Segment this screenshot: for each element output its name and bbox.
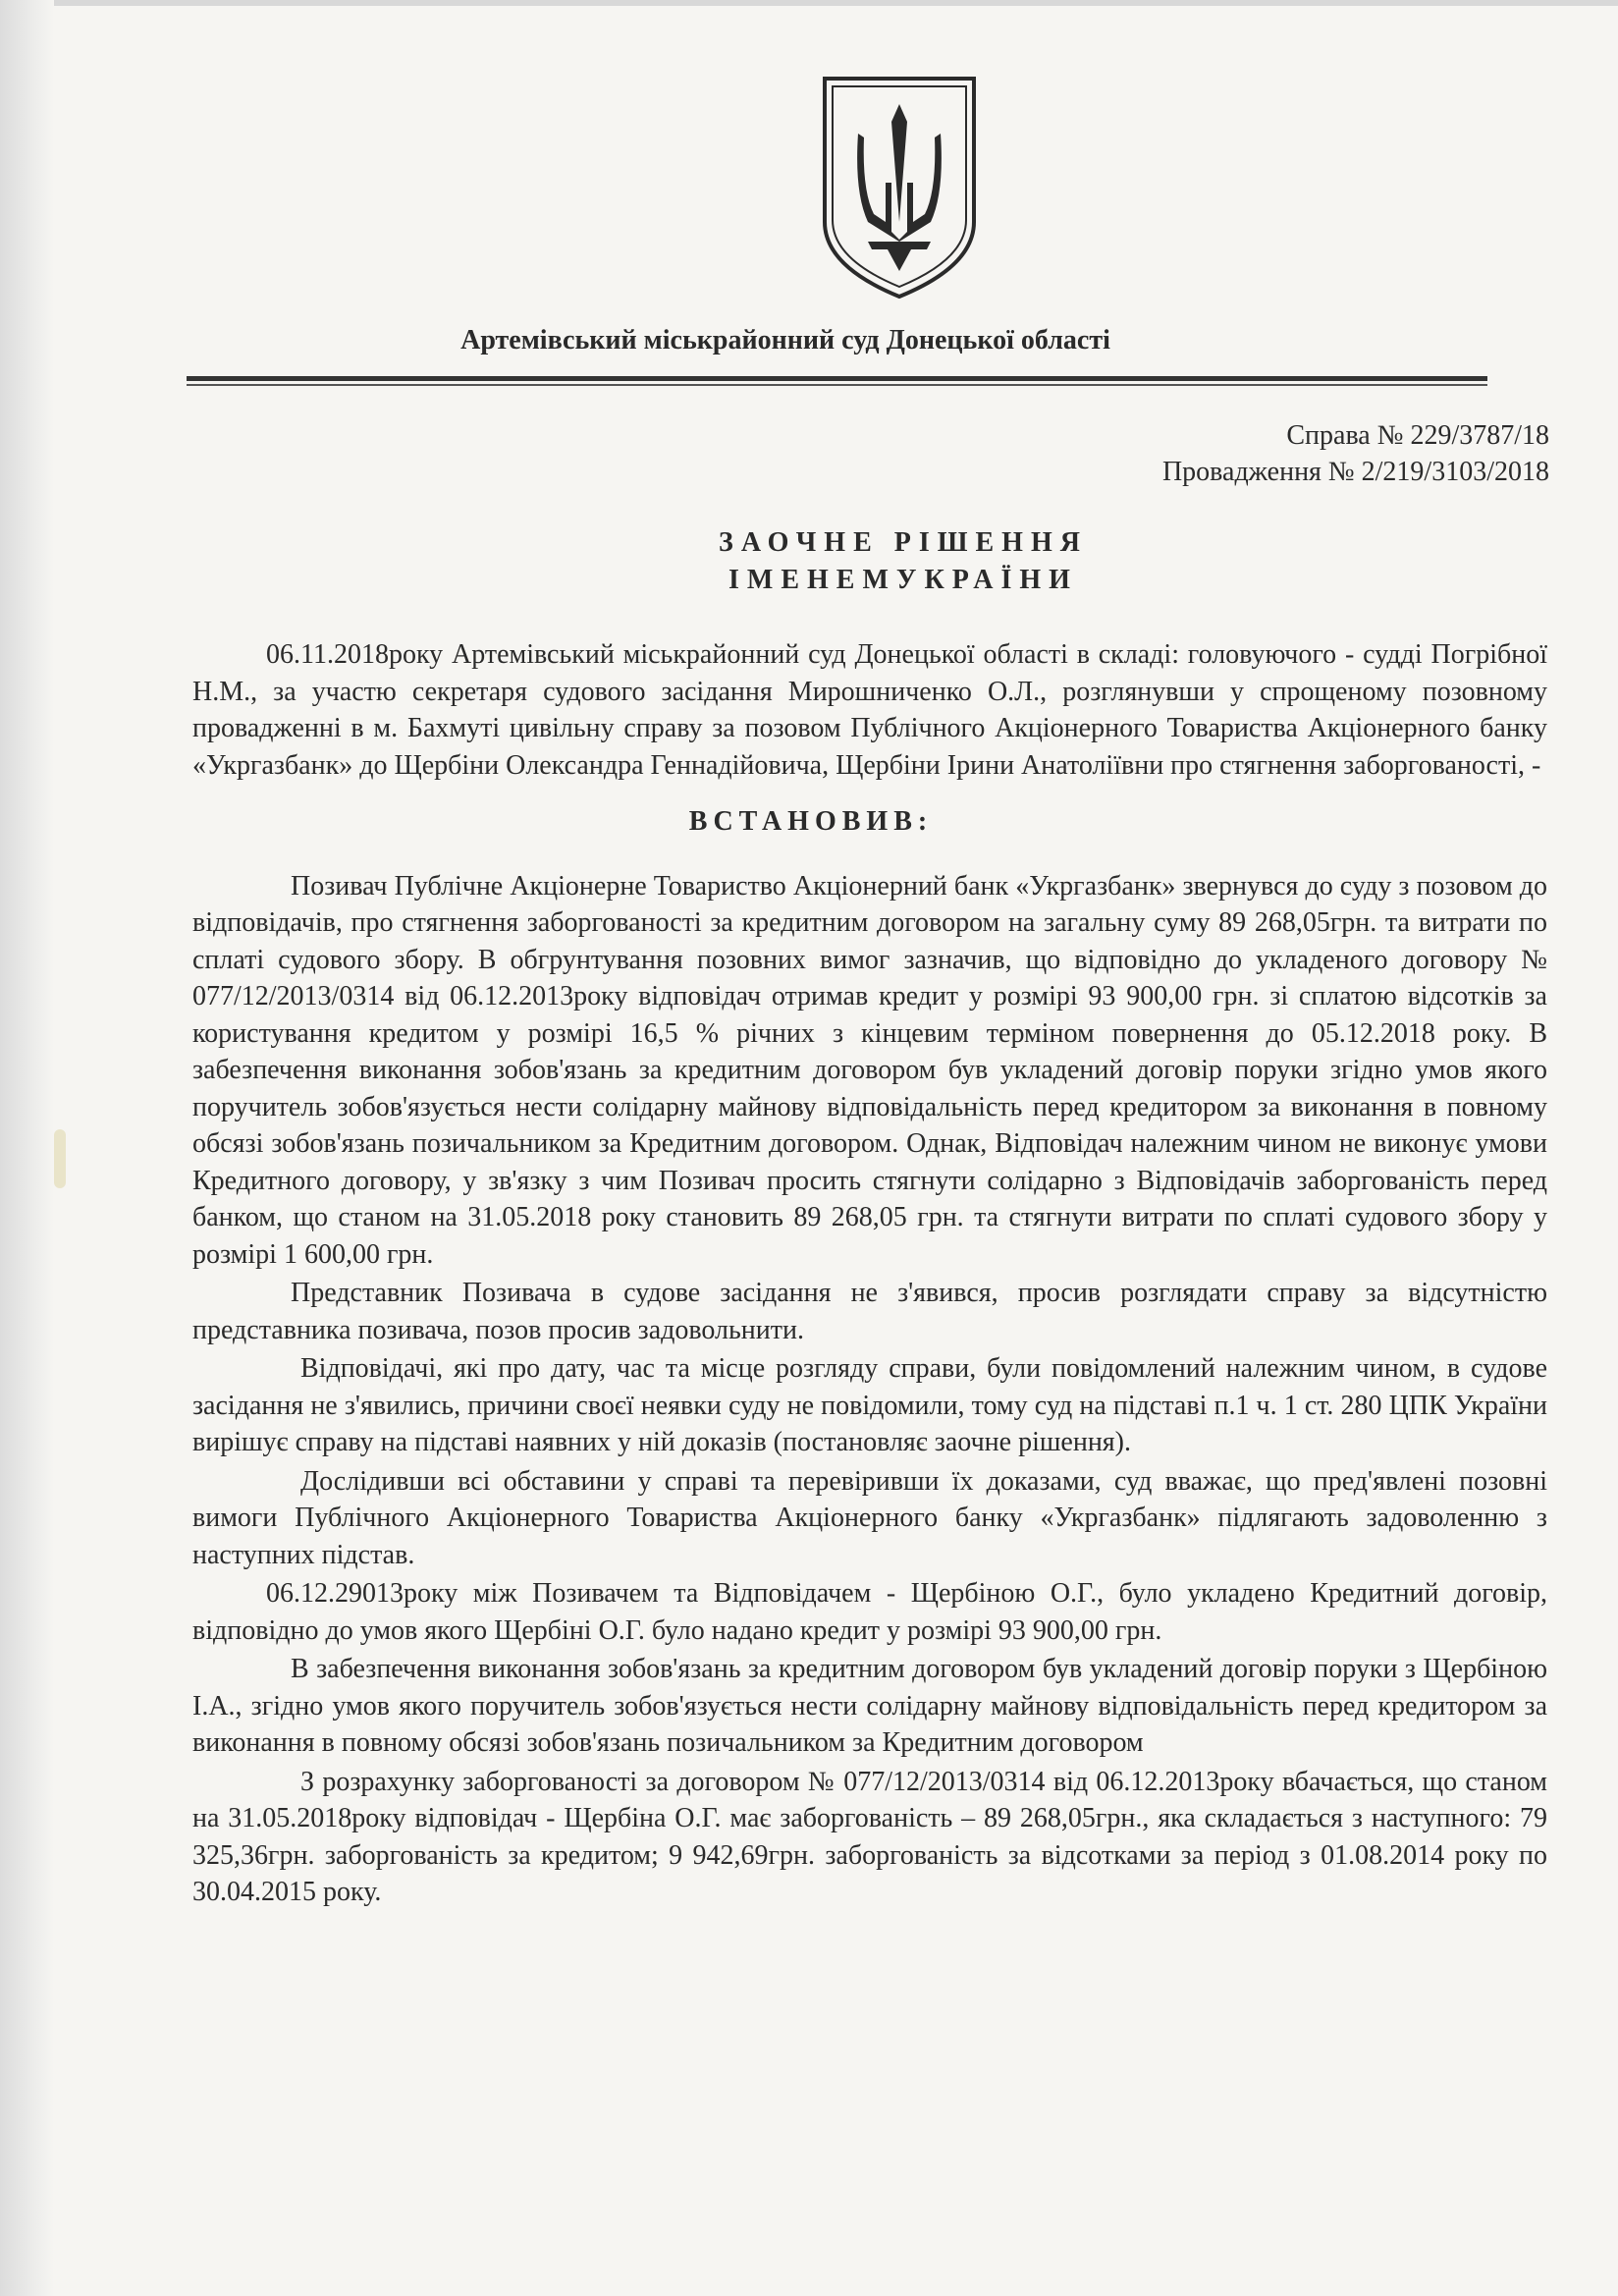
proceeding-number: Провадження № 2/219/3103/2018 xyxy=(1161,457,1549,487)
intro-paragraph: 06.11.2018року Артемівський міськрайонний суд Донецької області в складі: головуючого - судді Погрібної Н.М., за участю секретаря судового засідання Мирошниченко О.Л., розглянувши у спрощеному позовному провадженні в м. Бахмуті цивільну справу за позовом Публічного Акціонерного Товариства Акціонерного банку «Укргазбанк» до Щербіни Олександра Геннадійовича, Щербіни Ірини Анатоліївни про стягнення заборгованості, - xyxy=(192,639,1547,781)
document-body xyxy=(192,636,1547,1911)
paragraph-plaintiff-representative: Представник Позивача в судове засідання не з'явився, просив розглядати справу за відсутністю представника позивача, позов просив задовольнити. xyxy=(192,1278,1547,1345)
paragraph-claim: Позивач Публічне Акціонерне Товариство Акціонерний банк «Укргазбанк» звернувся до суду з позовом до відповідачів, про стягнення заборгованості за кредитним договором на загальну суму 89 268,05грн. та витрати по сплаті судового збору. В обгрунтування позовних вимог зазначив, що відповідно до укладеного договору № 077/12/2013/0314 від 06.12.2013року відповідач отримав кредит у розмірі 93 900,00 грн. зі сплатою відсотків за користування кредитом у розмірі 16,5 % річних з кінцевим терміном повернення до 05.12.2018 року. В забезпечення виконання зобов'язань за кредитним договором був укладений договір поруки згідно умов якого поручитель зобов'язується нести солідарну майнову відповідальність перед кредитором за виконання в повному обсязі зобов'язань позичальником за Кредитним договором. Однак, Відповідач належним чином не виконує умови Кредитного договору, у зв'язку з чим Позивач просить стягнути солідарно з Відповідачів заборгованість перед банком, що станом на 31.05.2018 року становить 89 268,05 грн. та стягнути витрати по сплаті судового збору у розмірі 1 600,00 грн. xyxy=(192,870,1547,1270)
header-divider-thin xyxy=(187,384,1487,386)
title-line-2: ІМЕНЕМУКРАЇНИ xyxy=(728,565,1078,595)
court-name: Артемівський міськрайонний суд Донецької області xyxy=(460,325,1110,355)
page-top-edge xyxy=(0,0,1618,6)
paragraph-court-assessment: Дослідивши всі обставини у справі та перевіривши їх доказами, суд вважає, що пред'явлені позовні вимоги Публічного Акціонерного Товариства Акціонерного банку «Укргазбанк» підлягають задоволенню з наступних підстав. xyxy=(192,1465,1547,1570)
header-divider xyxy=(187,376,1487,381)
case-reference xyxy=(862,417,1549,490)
paragraph-defendants: Відповідачі, які про дату, час та місце розгляду справи, були повідомлений належним чином, в судове засідання не з'явились, причини своєї неявки суду не повідомили, тому суд на підставі п.1 ч. 1 ст. 280 ЦПК України вирішує справу на підставі наявних у ній доказів (постановляє заочне рішення). xyxy=(192,1353,1547,1457)
paragraph-debt-calculation: З розрахунку заборгованості за договором № 077/12/2013/0314 від 06.12.2013року вбачається, що станом на 31.05.2018року відповідач - Щербіна О.Г. має заборгованість – 89 268,05грн., яка складається з наступного: 79 325,36грн. заборгованість за кредитом; 9 942,69грн. заборгованість за відсотками за період з 01.08.2014 року по 30.04.2015 року. xyxy=(192,1766,1547,1907)
title-line-1: ЗАОЧНЕ РІШЕННЯ xyxy=(719,527,1088,558)
trident-coat-of-arms-icon xyxy=(819,75,980,301)
page-left-edge xyxy=(0,0,54,2296)
document-title xyxy=(393,524,1414,599)
section-heading: ВСТАНОВИВ: xyxy=(688,806,934,837)
case-number: Справа № 229/3787/18 xyxy=(1286,420,1549,451)
binding-mark xyxy=(54,1129,66,1188)
paragraph-credit-agreement: 06.12.29013року між Позивачем та Відповідачем - Щербіною О.Г., було укладено Кредитний договір, відповідно до умов якого Щербіні О.Г. було надано кредит у розмірі 93 900,00 грн. xyxy=(192,1578,1547,1646)
paragraph-guarantee: В забезпечення виконання зобов'язань за кредитним договором був укладений договір поруки з Щербіною І.А., згідно умов якого поручитель зобов'язується нести солідарну майнову відповідальність перед кредитором за виконання в повному обсязі зобов'язань позичальником за Кредитним договором xyxy=(192,1654,1547,1758)
